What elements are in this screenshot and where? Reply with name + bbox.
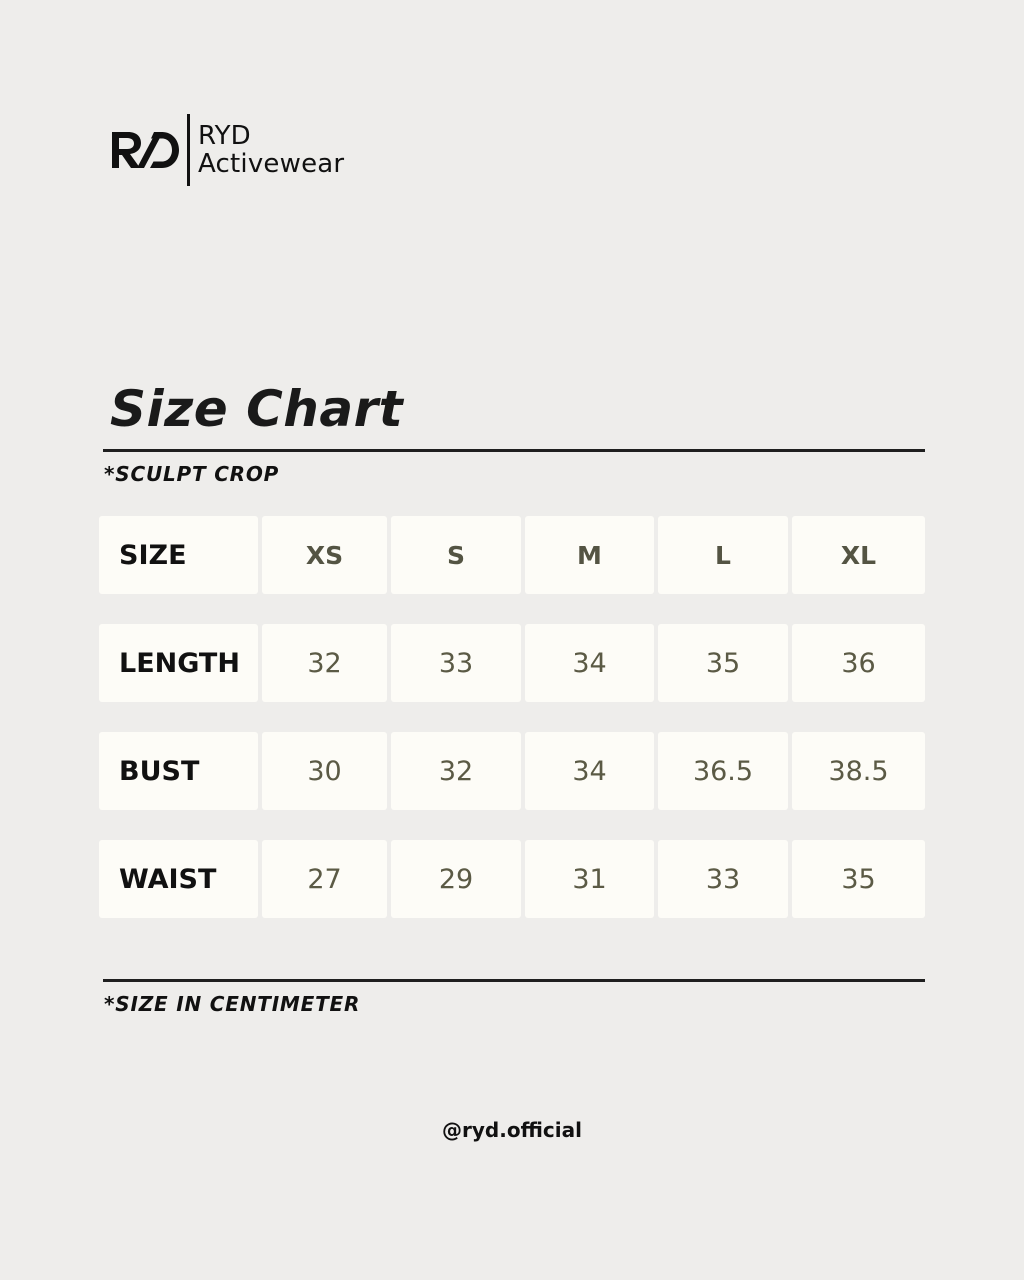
size-header-s: S <box>391 516 521 594</box>
row-label-waist: WAIST <box>99 840 258 918</box>
table-row-waist <box>99 840 925 918</box>
size-chart-table <box>99 516 925 948</box>
brand-name-line1: RYD <box>198 121 251 151</box>
table-cell: 30 <box>262 732 387 810</box>
table-cell: 36 <box>792 624 925 702</box>
table-cell: 32 <box>262 624 387 702</box>
table-cell: 31 <box>525 840 654 918</box>
footer-divider <box>103 979 925 982</box>
table-cell: 27 <box>262 840 387 918</box>
row-label-length: LENGTH <box>99 624 258 702</box>
size-header-m: M <box>525 516 654 594</box>
title-divider <box>103 449 925 452</box>
brand-name <box>198 122 344 178</box>
size-header-l: L <box>658 516 788 594</box>
header-label-cell: SIZE <box>99 516 258 594</box>
product-note: *SCULPT CROP <box>104 462 280 486</box>
table-header-row <box>99 516 925 594</box>
table-cell: 34 <box>525 624 654 702</box>
table-cell: 33 <box>391 624 521 702</box>
ryd-logo-mark-icon <box>110 114 180 186</box>
page-title: Size Chart <box>110 380 404 438</box>
size-header-xs: XS <box>262 516 387 594</box>
table-cell: 34 <box>525 732 654 810</box>
table-cell: 36.5 <box>658 732 788 810</box>
table-cell: 32 <box>391 732 521 810</box>
table-cell: 29 <box>391 840 521 918</box>
size-header-xl: XL <box>792 516 925 594</box>
table-cell: 33 <box>658 840 788 918</box>
table-cell: 35 <box>792 840 925 918</box>
unit-note: *SIZE IN CENTIMETER <box>104 992 361 1016</box>
row-label-bust: BUST <box>99 732 258 810</box>
table-row-length <box>99 624 925 702</box>
brand-logo <box>110 114 344 186</box>
social-handle: @ryd.official <box>442 1118 582 1142</box>
table-cell: 35 <box>658 624 788 702</box>
table-row-bust <box>99 732 925 810</box>
logo-divider <box>187 114 190 186</box>
brand-name-line2: Activewear <box>198 149 345 179</box>
table-cell: 38.5 <box>792 732 925 810</box>
